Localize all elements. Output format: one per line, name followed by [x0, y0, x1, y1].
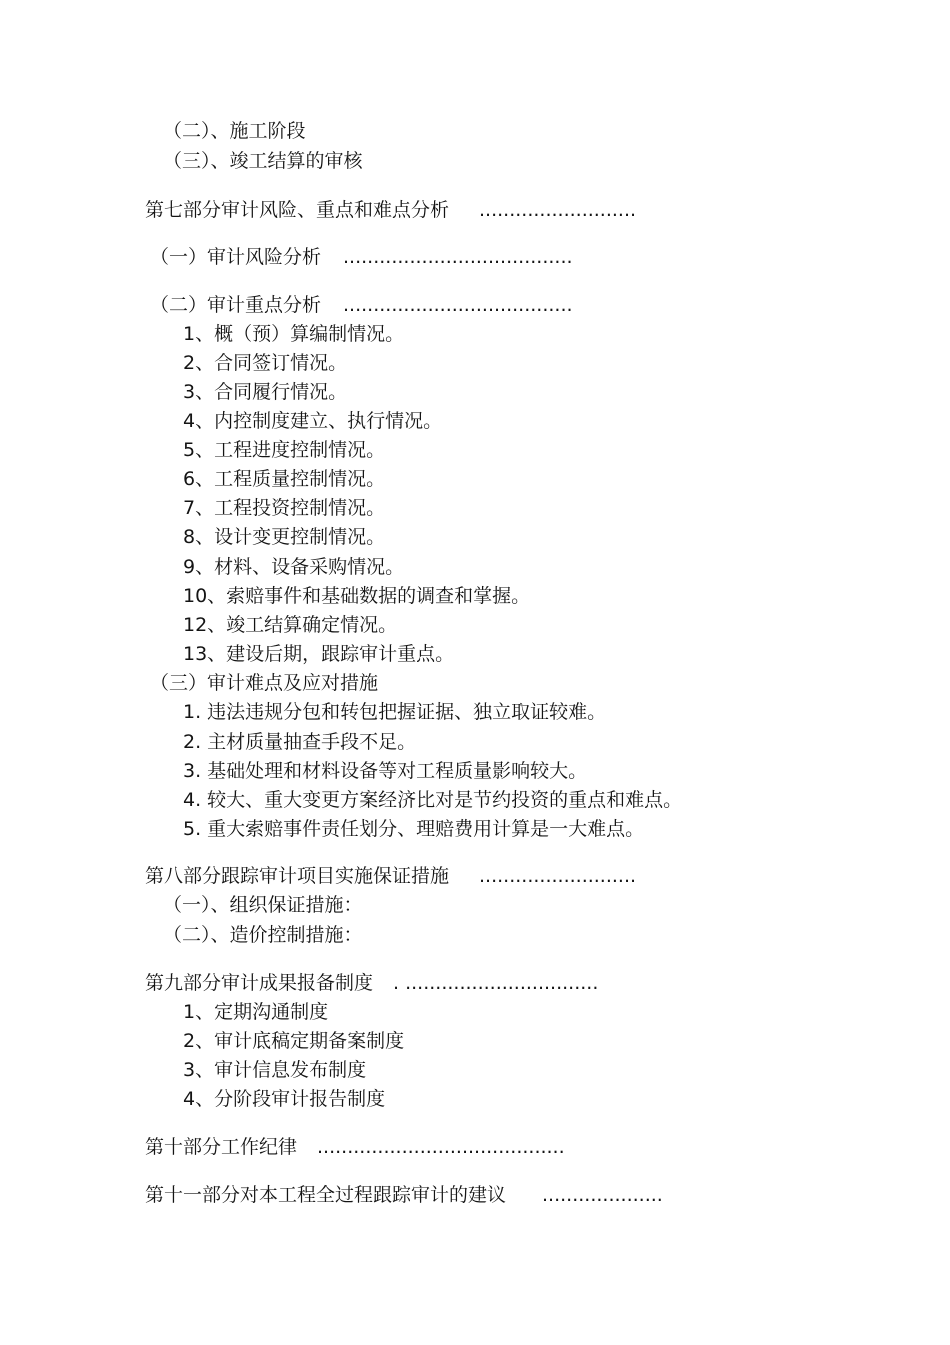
- toc-subheading: [150, 293, 573, 317]
- subheading-text: （二）审计重点分析: [150, 294, 322, 316]
- leader-dots: . ................................: [393, 972, 599, 994]
- toc-item: 4、分阶段审计报告制度: [183, 1088, 386, 1110]
- toc-heading-part9: [145, 971, 598, 995]
- toc-heading-part11: [145, 1183, 663, 1207]
- toc-item: 5. 重大索赔事件责任划分、理赔费用计算是一大难点。: [183, 818, 645, 840]
- toc-item: 2、审计底稿定期备案制度: [183, 1030, 405, 1052]
- toc-item: 1、定期沟通制度: [183, 1001, 329, 1023]
- leader-dots: ......................................: [343, 246, 573, 268]
- toc-heading-part10: [145, 1135, 565, 1159]
- toc-item: 1. 违法违规分包和转包把握证据、独立取证较难。: [183, 701, 607, 723]
- toc-item: 8、设计变更控制情况。: [183, 526, 386, 548]
- toc-item: 3、审计信息发布制度: [183, 1059, 367, 1081]
- leader-dots: ..........................: [479, 865, 637, 887]
- toc-item: 3. 基础处理和材料设备等对工程质量影响较大。: [183, 760, 588, 782]
- toc-entry: （二）、造价控制措施：: [163, 924, 363, 946]
- heading-text: 第十一部分对本工程全过程跟踪审计的建议: [145, 1184, 507, 1206]
- heading-text: 第七部分审计风险、重点和难点分析: [145, 199, 450, 221]
- toc-entry: （二）、施工阶段: [163, 120, 306, 142]
- leader-dots: ..........................: [479, 199, 637, 221]
- leader-dots: .........................................: [317, 1136, 565, 1158]
- toc-heading-part7: [145, 198, 636, 222]
- toc-item: 3、合同履行情况。: [183, 381, 348, 403]
- toc-subheading: [150, 245, 573, 269]
- leader-dots: ......................................: [343, 294, 573, 316]
- toc-item: 10、索赔事件和基础数据的调查和掌握。: [183, 585, 531, 607]
- toc-item: 4、内控制度建立、执行情况。: [183, 410, 443, 432]
- subheading-text: （一）审计风险分析: [150, 246, 322, 268]
- toc-item: 2、合同签订情况。: [183, 352, 348, 374]
- heading-text: 第十部分工作纪律: [145, 1136, 298, 1158]
- toc-item: 6、工程质量控制情况。: [183, 468, 386, 490]
- toc-item: 2. 主材质量抽查手段不足。: [183, 731, 417, 753]
- toc-item: 13、建设后期，跟踪审计重点。: [183, 643, 455, 665]
- toc-heading-part8: [145, 864, 636, 888]
- toc-item: 4. 较大、重大变更方案经济比对是节约投资的重点和难点。: [183, 789, 683, 811]
- leader-dots: ....................: [542, 1184, 663, 1206]
- heading-text: 第九部分审计成果报备制度: [145, 972, 374, 994]
- toc-entry: （一）、组织保证措施：: [163, 894, 363, 916]
- toc-entry: （三）、竣工结算的审核: [163, 150, 363, 172]
- toc-item: 9、材料、设备采购情况。: [183, 556, 405, 578]
- toc-item: 12、竣工结算确定情况。: [183, 614, 398, 636]
- toc-item: 1、概（预）算编制情况。: [183, 323, 405, 345]
- toc-item: 7、工程投资控制情况。: [183, 497, 386, 519]
- heading-text: 第八部分跟踪审计项目实施保证措施: [145, 865, 450, 887]
- toc-item: 5、工程进度控制情况。: [183, 439, 386, 461]
- toc-subheading: （三）审计难点及应对措施: [150, 672, 379, 694]
